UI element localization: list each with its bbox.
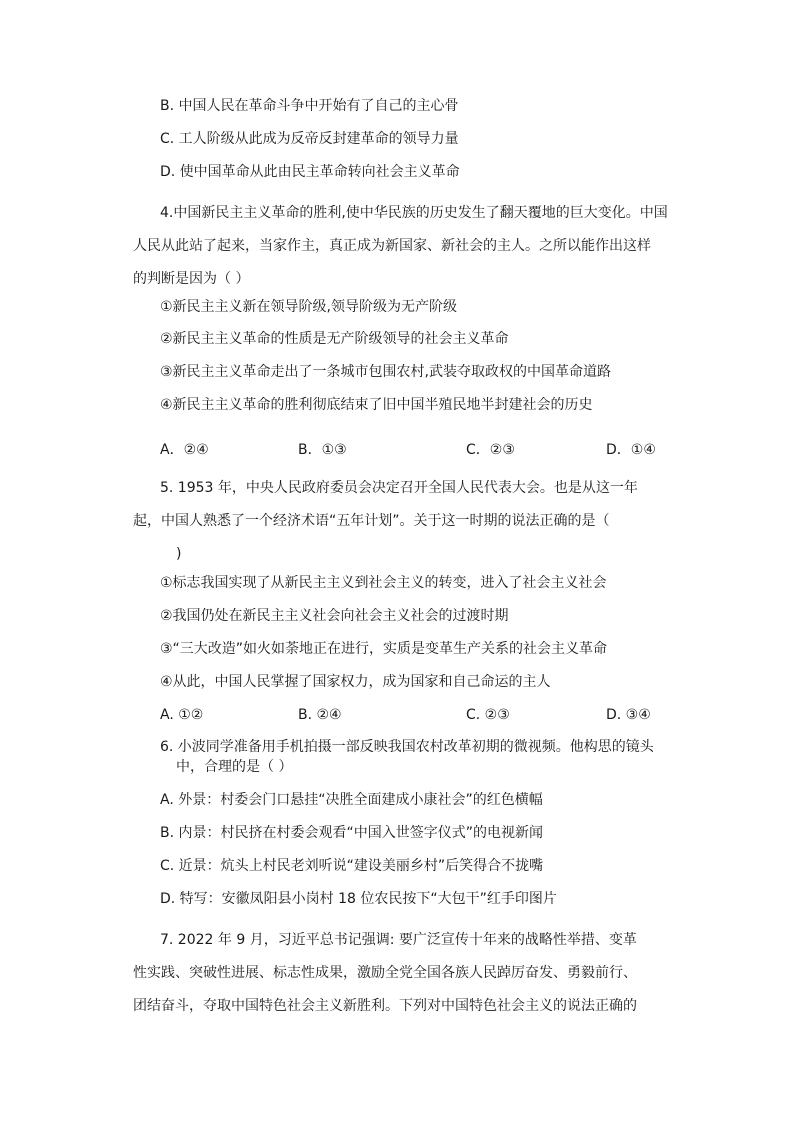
q5-stem-line2: 起，中国人熟悉了一个经济术语“五年计划”。关于这一时期的说法正确的是（: [133, 513, 610, 529]
q3-option-b: B. 中国人民在革命斗争中开始有了自己的主心骨: [160, 98, 459, 114]
q5-option-a: A. ①②: [160, 707, 204, 723]
q7-stem-line1: 7. 2022 年 9 月，习近平总书记强调: 要广泛宣传十年来的战略性举措、变革: [160, 932, 637, 948]
q5-stem-line3: ): [176, 546, 182, 562]
q6-option-b: B. 内景：村民挤在村委会观看“中国入世签字仪式”的电视新闻: [160, 825, 544, 841]
q4-option-a: A．②④: [160, 442, 209, 458]
q6-stem-line2: 中，合理的是（ ）: [176, 759, 293, 775]
q5-statement-3: ③“三大改造”如火如荼地正在进行，实质是变革生产关系的社会主义革命: [160, 641, 608, 657]
q4-stem-line2: 人民从此站了起来，当家作主，真正成为新国家、新社会的主人。之所以能作出这样: [133, 238, 651, 254]
q5-statement-2: ②我国仍处在新民主主义社会向社会主义社会的过渡时期: [160, 608, 509, 624]
q4-stem-line1: 4.中国新民主主义革命的胜利,使中华民族的历史发生了翻天覆地的巨大变化。中国: [160, 205, 668, 221]
q5-statement-4: ④从此，中国人民掌握了国家权力，成为国家和自己命运的主人: [160, 674, 551, 690]
q5-statement-1: ①标志我国实现了从新民主主义到社会主义的转变，进入了社会主义社会: [160, 575, 607, 591]
q5-option-c: C. ②③: [466, 707, 510, 723]
q4-statement-1: ①新民主主义新在领导阶级,领导阶级为无产阶级: [160, 299, 457, 315]
q6-option-d: D. 特写：安徽凤阳县小岗村 18 位农民按下“大包干”红手印图片: [160, 891, 557, 907]
q7-stem-line3: 团结奋斗，夺取中国特色社会主义新胜利。下列对中国特色社会主义的说法正确的: [133, 998, 637, 1014]
q5-stem-line1: 5. 1953 年，中央人民政府委员会决定召开全国人民代表大会。也是从这一年: [160, 480, 638, 496]
q6-option-a: A. 外景：村委会门口悬挂“决胜全面建成小康社会”的红色横幅: [160, 792, 543, 808]
q5-option-d: D. ③④: [606, 707, 651, 723]
q7-stem-line2: 性实践、突破性进展、标志性成果，激励全党全国各族人民踔厉奋发、勇毅前行、: [133, 965, 637, 981]
q5-option-b: B. ②④: [298, 707, 342, 723]
q4-statement-4: ④新民主主义革命的胜利彻底结束了旧中国半殖民地半封建社会的历史: [160, 397, 593, 413]
q4-stem-line3: 的判断是因为（ ）: [133, 271, 250, 287]
q3-option-d: D. 使中国革命从此由民主革命转向社会主义革命: [160, 164, 460, 180]
q6-option-c: C. 近景：炕头上村民老刘听说“建设美丽乡村”后笑得合不拢嘴: [160, 858, 544, 874]
q4-statement-3: ③新民主主义革命走出了一条城市包围农村,武装夺取政权的中国革命道路: [160, 364, 611, 380]
q6-stem-line1: 6. 小波同学准备用手机拍摄一部反映我国农村改革初期的微视频。他构思的镜头: [160, 739, 654, 755]
q4-option-b: B．①③: [298, 442, 347, 458]
q4-option-d: D．①④: [606, 442, 656, 458]
q4-option-c: C．②③: [466, 442, 515, 458]
q4-statement-2: ②新民主主义革命的性质是无产阶级领导的社会主义革命: [160, 331, 509, 347]
q3-option-c: C. 工人阶级从此成为反帝反封建革命的领导力量: [160, 131, 459, 147]
